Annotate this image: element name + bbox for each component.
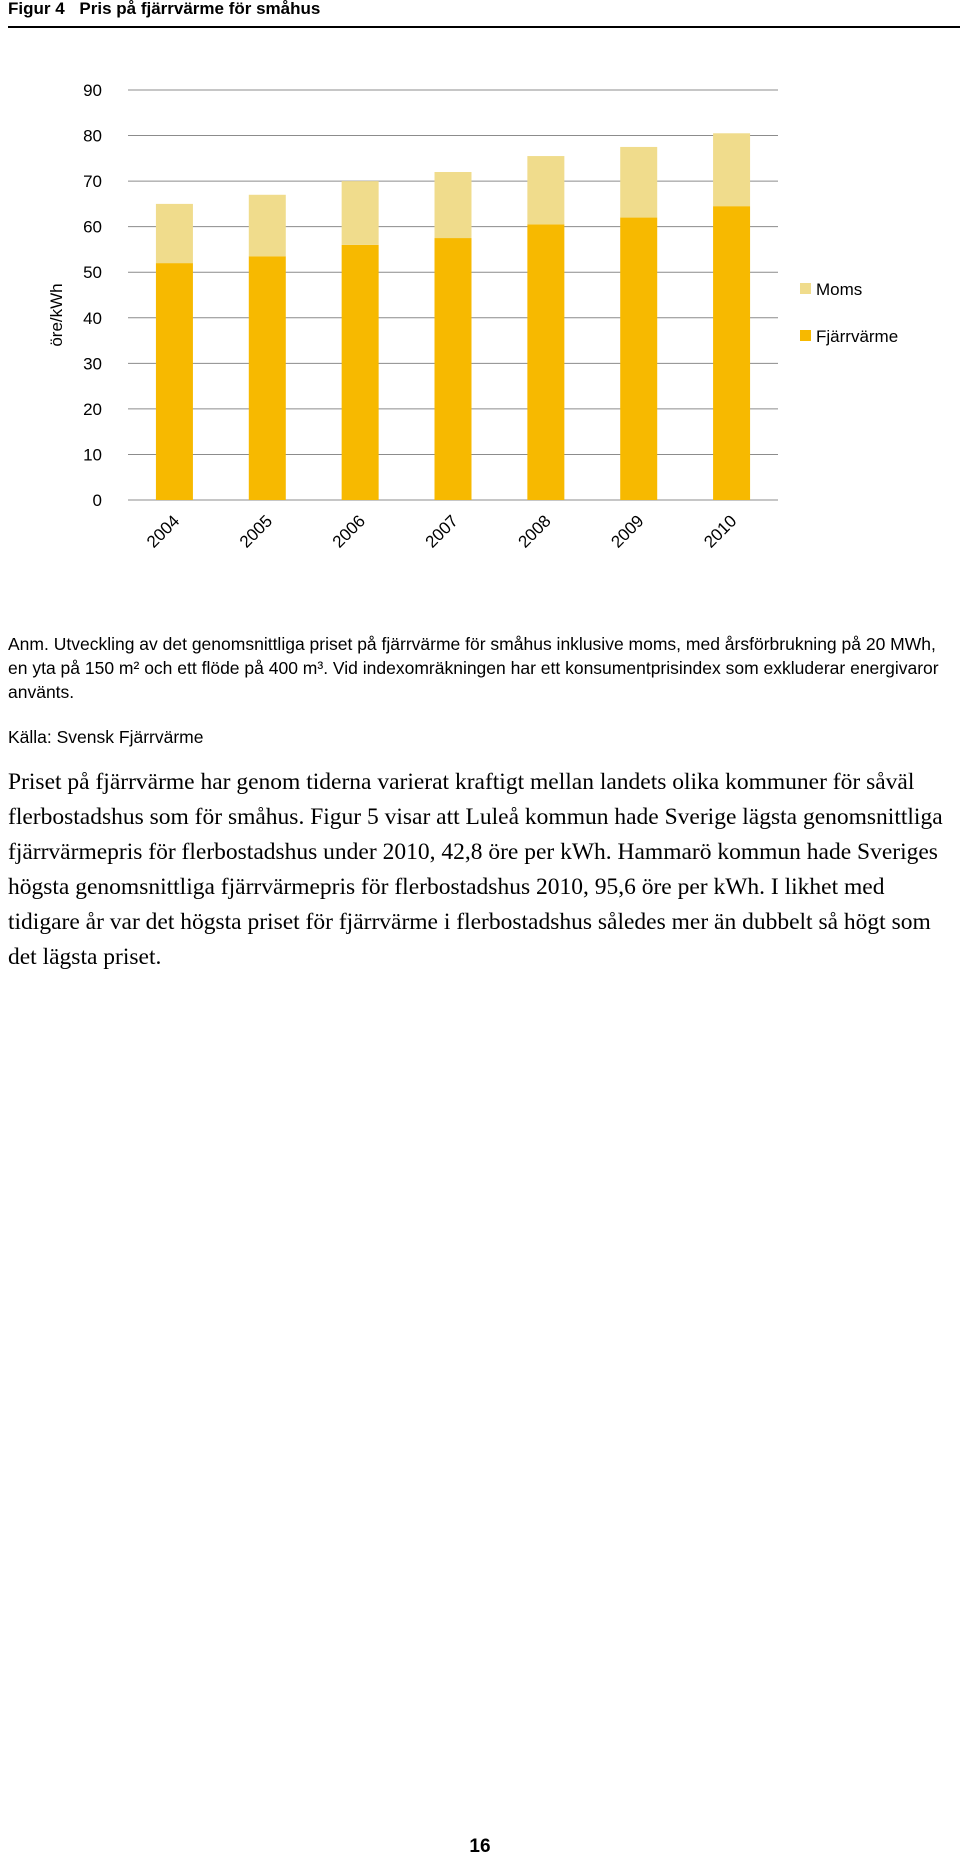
y-tick-label: 50 <box>83 263 102 283</box>
y-tick-label: 90 <box>83 81 102 100</box>
y-tick-label: 30 <box>83 354 102 374</box>
legend-label: Moms <box>816 280 863 299</box>
figure-header <box>8 0 960 28</box>
y-tick-label: 70 <box>83 172 102 192</box>
bar-segment-moms <box>156 204 193 263</box>
bar-segment-fjärrvärme <box>435 238 472 500</box>
figure-number: Figur 4 <box>8 0 65 18</box>
page-number: 16 <box>469 1836 491 1857</box>
stacked-bar-chart <box>0 60 960 590</box>
x-tick-label: 2005 <box>235 511 277 552</box>
y-tick-label: 80 <box>83 126 102 146</box>
x-tick-label: 2007 <box>421 511 462 552</box>
bar-segment-moms <box>527 156 564 224</box>
y-tick-label: 60 <box>83 217 102 237</box>
bar-segment-fjärrvärme <box>156 263 193 500</box>
bar-segment-moms <box>713 133 750 206</box>
legend-label: Fjärrvärme <box>816 327 899 346</box>
bar-segment-fjärrvärme <box>249 256 286 500</box>
bar-segment-moms <box>620 147 657 218</box>
legend-swatch <box>800 330 811 341</box>
y-tick-label: 0 <box>92 491 102 510</box>
figure-source: Källa: Svensk Fjärrvärme <box>8 727 204 747</box>
bar-segment-moms <box>342 181 379 245</box>
legend <box>800 280 898 346</box>
bar-segment-fjärrvärme <box>527 224 564 500</box>
y-tick-label: 10 <box>83 445 102 465</box>
x-tick-label: 2008 <box>514 511 555 552</box>
bar-segment-fjärrvärme <box>713 206 750 500</box>
x-tick-label: 2006 <box>328 511 369 552</box>
y-tick-label: 20 <box>83 399 102 419</box>
bars <box>156 133 750 500</box>
bar-segment-fjärrvärme <box>342 245 379 500</box>
y-axis-label: öre/kWh <box>47 283 66 347</box>
bar-segment-moms <box>435 172 472 238</box>
y-tick-labels <box>83 81 102 510</box>
y-tick-label: 40 <box>83 308 102 328</box>
x-tick-labels <box>143 511 740 551</box>
legend-swatch <box>800 283 811 294</box>
x-tick-label: 2009 <box>607 511 648 552</box>
figure-title: Pris på fjärrvärme för småhus <box>79 0 321 18</box>
bar-segment-fjärrvärme <box>620 218 657 500</box>
x-tick-label: 2004 <box>143 511 184 552</box>
body-paragraph: Priset på fjärrvärme har genom tiderna varierat kraftigt mellan landets olika kommuner för såväl flerbostadshus som för småhus. Figur 5 visar att Luleå kommun hade Sverige lägsta genomsnittliga fjärrvärmepris för flerbostadshus under 2010, 42,8 öre per kWh. Hammarö kommun hade Sveriges högsta genomsnittliga fjärrvärmepris för flerbostadshus 2010, 95,6 öre per kWh. I likhet med tidigare år var det högsta priset för fjärrvärme i flerbostadshus således mer än dubbelt så högt som det lägsta priset. <box>8 769 943 970</box>
figure-note: Anm. Utveckling av det genomsnittliga priset på fjärrvärme för småhus inklusive moms, med årsförbrukning på 20 MWh, en yta på 150 m² och ett flöde på 400 m³. Vid indexomräkningen har ett konsumentprisindex som exkluderar energivaror använts. <box>8 634 939 702</box>
x-tick-label: 2010 <box>700 511 741 552</box>
bar-segment-moms <box>249 195 286 257</box>
